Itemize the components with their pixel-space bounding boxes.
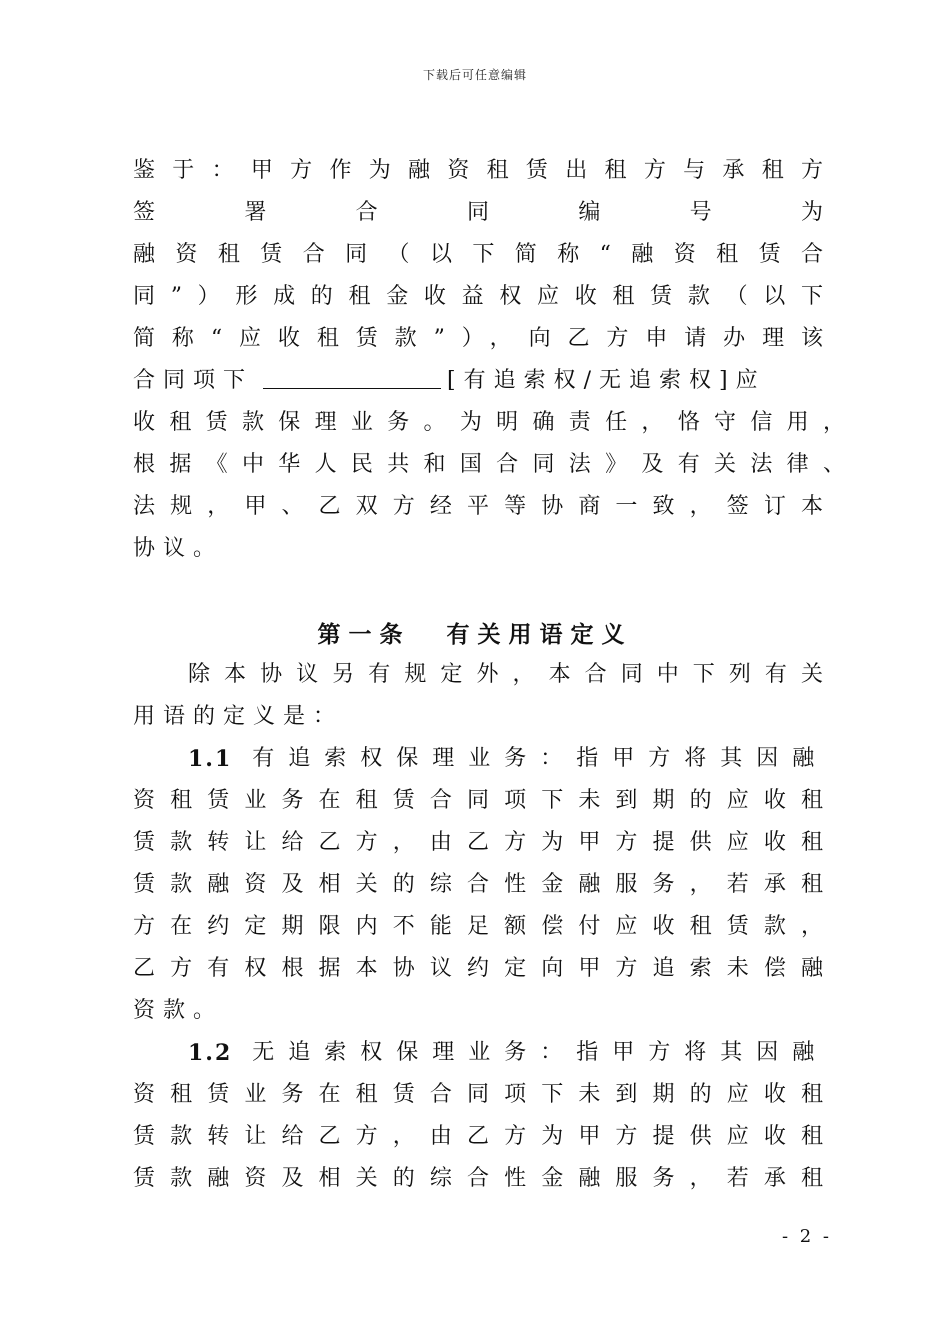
clause-1-1-line-5: 方在约定期限内不能足额偿付应收租赁款， — [133, 914, 823, 939]
page-number: - 2 - — [781, 1226, 832, 1247]
clause-1-1-line-3: 赁款转让给乙方，由乙方为甲方提供应收租 — [133, 830, 823, 855]
preamble-line-4: 同”）形成的租金收益权应收租赁款（以下 — [133, 284, 823, 309]
clause-1-1-number: 1.1 — [188, 746, 233, 772]
article-1-intro-line-2: 用语的定义是： — [133, 704, 344, 729]
preamble-line-1: 鉴于：甲方作为融资租赁出租方与承租方 — [133, 158, 823, 183]
clause-1-1-line-6: 乙方有权根据本协议约定向甲方追索未偿融 — [133, 956, 823, 981]
fill-in-blank-line[interactable] — [263, 364, 441, 389]
preamble-line-9: 法规，甲、乙双方经平等协商一致，签订本 — [133, 494, 823, 519]
clause-1-2-line-2: 资租赁业务在租赁合同项下未到期的应收租 — [133, 1082, 823, 1107]
clause-1-1-first-line — [188, 742, 823, 776]
article-1-title: 有关用语定义 — [446, 621, 633, 648]
clause-1-2-first-line — [188, 1036, 823, 1070]
preamble-line-5: 简称“应收租赁款”），向乙方申请办理该 — [133, 326, 823, 351]
article-1-number: 第一条 — [317, 621, 411, 648]
clause-1-1-line-7: 资款。 — [133, 998, 224, 1023]
preamble-line-3: 融资租赁合同（以下简称“融资租赁合 — [133, 242, 823, 267]
clause-1-2-line-1: 无追索权保理业务：指甲方将其因融 — [252, 1040, 815, 1065]
preamble-line-7: 收租赁款保理业务。为明确责任，恪守信用， — [133, 410, 845, 435]
clause-1-2-line-4: 赁款融资及相关的综合性金融服务，若承租 — [133, 1166, 823, 1191]
clause-1-1-line-4: 赁款融资及相关的综合性金融服务，若承租 — [133, 872, 823, 897]
article-1-intro-line-1: 除本协议另有规定外，本合同中下列有关 — [188, 662, 823, 687]
preamble-line-6-after: [有追索权/无追索权]应 — [447, 368, 766, 393]
page-header: 下载后可任意编辑 — [422, 68, 527, 82]
clause-1-1-line-2: 资租赁业务在租赁合同项下未到期的应收租 — [133, 788, 823, 813]
clause-1-2-number: 1.2 — [188, 1040, 233, 1066]
preamble-line-2: 签署合同编号为 — [133, 200, 823, 225]
preamble-line-10: 协议。 — [133, 536, 224, 561]
clause-1-2-line-3: 赁款转让给乙方，由乙方为甲方提供应收租 — [133, 1124, 823, 1149]
preamble-line-6-before: 合同项下 — [133, 368, 254, 393]
preamble-line-6 — [133, 364, 833, 398]
article-1-heading — [0, 616, 950, 649]
clause-1-1-line-1: 有追索权保理业务：指甲方将其因融 — [252, 746, 815, 771]
preamble-line-8: 根据《中华人民共和国合同法》及有关法律、 — [133, 452, 845, 477]
